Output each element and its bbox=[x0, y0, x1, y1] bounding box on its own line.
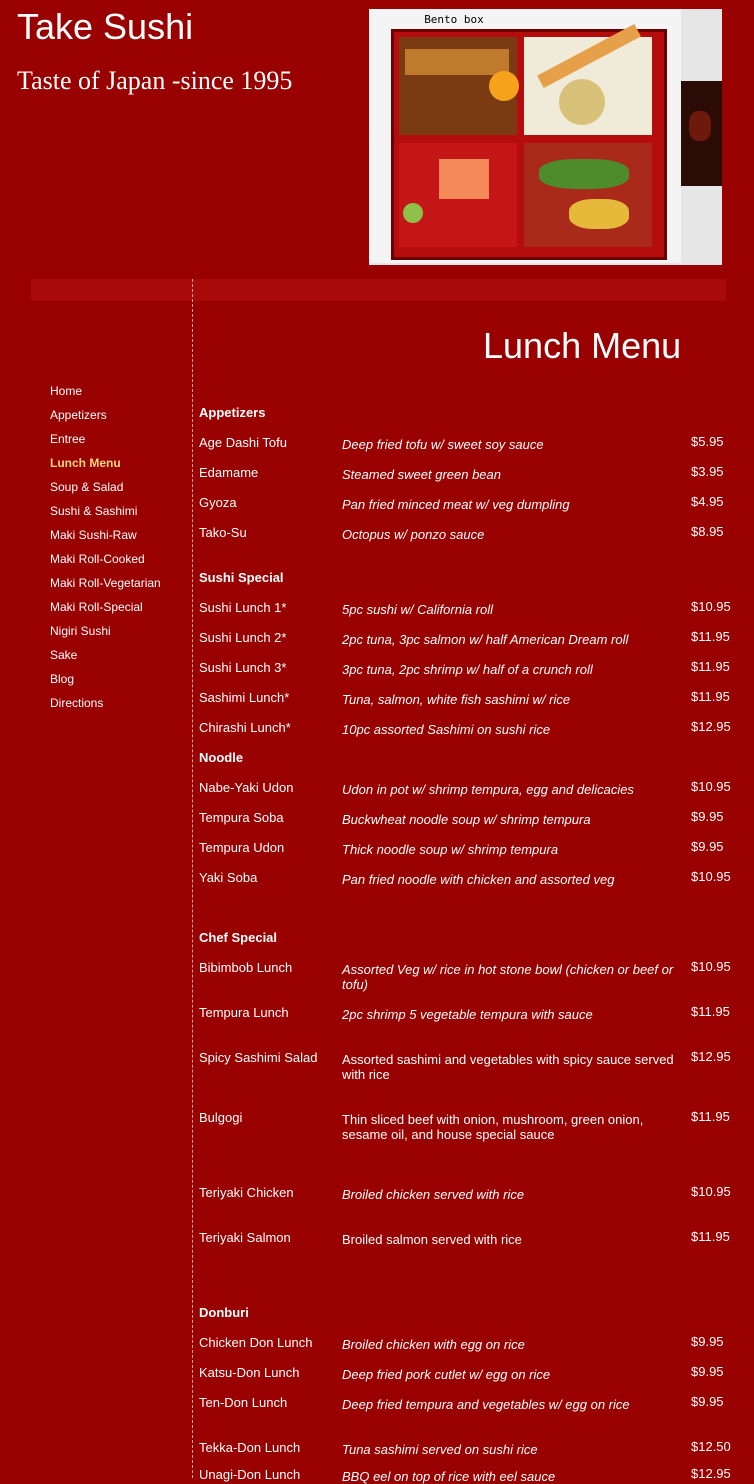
sidebar-item-lunch-menu[interactable]: Lunch Menu bbox=[50, 456, 121, 470]
menu-item-name: Sushi Lunch 1* bbox=[199, 600, 287, 615]
menu-item-price: $9.95 bbox=[691, 1334, 724, 1349]
menu-item-price: $3.95 bbox=[691, 464, 724, 479]
menu-item-description: BBQ eel on top of rice with eel sauce bbox=[342, 1469, 556, 1484]
sidebar-item-entree[interactable]: Entree bbox=[50, 432, 86, 446]
banner-slideshow bbox=[369, 9, 722, 265]
menu-item-description: Udon in pot w/ shrimp tempura, egg and delicacies bbox=[342, 782, 634, 797]
menu-item-price: $11.95 bbox=[691, 1229, 730, 1244]
menu-item-price: $10.95 bbox=[691, 869, 731, 884]
side-photo bbox=[681, 81, 722, 186]
section-heading: Sushi Special bbox=[199, 570, 284, 585]
menu-item-description: Pan fried noodle with chicken and assorted veg bbox=[342, 872, 615, 887]
sidebar-item-blog[interactable]: Blog bbox=[50, 672, 75, 686]
menu-item-description: Thick noodle soup w/ shrimp tempura bbox=[342, 842, 559, 857]
menu-item-description: Broiled chicken served with rice bbox=[342, 1187, 525, 1202]
menu-item-description: Thin sliced beef with onion, mushroom, green onion, sesame oil, and house special sauce bbox=[342, 1112, 644, 1142]
menu-item-name: Age Dashi Tofu bbox=[199, 435, 287, 450]
menu-item-name: Katsu-Don Lunch bbox=[199, 1365, 300, 1380]
menu-item-name: Sushi Lunch 2* bbox=[199, 630, 287, 645]
menu-item-description: Octopus w/ ponzo sauce bbox=[342, 527, 485, 542]
menu-item-description: Deep fried pork cutlet w/ egg on rice bbox=[342, 1367, 551, 1382]
menu-item-name: Tempura Udon bbox=[199, 840, 285, 855]
site-tagline: Taste of Japan -since 1995 bbox=[17, 66, 293, 95]
menu-item-price: $11.95 bbox=[691, 629, 730, 644]
menu-item-name: Nabe-Yaki Udon bbox=[199, 780, 294, 795]
section-heading: Donburi bbox=[199, 1305, 249, 1320]
menu-item-name: Tempura Lunch bbox=[199, 1005, 289, 1020]
menu-item-name: Spicy Sashimi Salad bbox=[199, 1050, 318, 1065]
menu-item-name: Tekka-Don Lunch bbox=[199, 1440, 301, 1455]
sidebar-item-maki-roll-cooked[interactable]: Maki Roll-Cooked bbox=[50, 552, 145, 566]
menu-item-name: Tempura Soba bbox=[199, 810, 284, 825]
bento-box-photo bbox=[369, 9, 681, 263]
menu-item-price: $4.95 bbox=[691, 494, 724, 509]
menu-item-description: Deep fried tofu w/ sweet soy sauce bbox=[342, 437, 544, 452]
menu-item-description: 5pc sushi w/ California roll bbox=[342, 602, 494, 617]
menu-item-price: $11.95 bbox=[691, 1004, 730, 1019]
menu-item-price: $12.95 bbox=[691, 719, 731, 734]
menu-item-name: Chicken Don Lunch bbox=[199, 1335, 313, 1350]
menu-item-description: Tuna, salmon, white fish sashimi w/ rice bbox=[342, 692, 571, 707]
menu-item-name: Chirashi Lunch* bbox=[199, 720, 291, 735]
sidebar-item-maki-roll-vegetarian[interactable]: Maki Roll-Vegetarian bbox=[50, 576, 161, 590]
menu-item-price: $10.95 bbox=[691, 599, 731, 614]
menu-item-name: Sashimi Lunch* bbox=[199, 690, 290, 705]
menu-item-price: $10.95 bbox=[691, 959, 731, 974]
menu-item-name: Bibimbob Lunch bbox=[199, 960, 293, 975]
menu-item-description: 3pc tuna, 2pc shrimp w/ half of a crunch roll bbox=[342, 662, 593, 677]
menu-item-name: Edamame bbox=[199, 465, 259, 480]
page-title: Lunch Menu bbox=[483, 325, 682, 366]
menu-item-description: Deep fried tempura and vegetables w/ egg on rice bbox=[342, 1397, 630, 1412]
menu-item-price: $8.95 bbox=[691, 524, 724, 539]
sidebar-item-nigiri-sushi[interactable]: Nigiri Sushi bbox=[50, 624, 111, 638]
menu-item-price: $9.95 bbox=[691, 1394, 724, 1409]
menu-item-price: $5.95 bbox=[691, 434, 724, 449]
menu-item-description: 10pc assorted Sashimi on sushi rice bbox=[342, 722, 551, 737]
menu-item-price: $11.95 bbox=[691, 1109, 730, 1124]
menu-item-price: $12.50 bbox=[691, 1439, 731, 1454]
menu-item-price: $11.95 bbox=[691, 659, 730, 674]
menu-item-price: $11.95 bbox=[691, 689, 730, 704]
menu-item-price: $12.95 bbox=[691, 1049, 731, 1064]
sidebar-nav bbox=[50, 384, 161, 720]
section-heading: Chef Special bbox=[199, 930, 278, 945]
menu-item-price: $9.95 bbox=[691, 1364, 724, 1379]
menu-item-name: Sushi Lunch 3* bbox=[199, 660, 287, 675]
menu-item-description: Assorted Veg w/ rice in hot stone bowl (chicken or beef or tofu) bbox=[342, 962, 674, 992]
sidebar-item-home[interactable]: Home bbox=[50, 384, 83, 398]
menu-item-name: Ten-Don Lunch bbox=[199, 1395, 288, 1410]
sidebar-item-appetizers[interactable]: Appetizers bbox=[50, 408, 107, 422]
sidebar-item-sushi-sashimi[interactable]: Sushi & Sashimi bbox=[50, 504, 138, 518]
menu-item-name: Teriyaki Salmon bbox=[199, 1230, 291, 1245]
header-divider bbox=[31, 279, 726, 301]
section-heading: Appetizers bbox=[199, 405, 266, 420]
menu-item-name: Yaki Soba bbox=[199, 870, 258, 885]
menu-item-description: Broiled chicken with egg on rice bbox=[342, 1337, 525, 1352]
photo-caption: Bento box bbox=[424, 13, 484, 26]
sidebar-item-soup-salad[interactable]: Soup & Salad bbox=[50, 480, 124, 494]
menu-item-description: Pan fried minced meat w/ veg dumpling bbox=[342, 497, 570, 512]
menu-item-description: Buckwheat noodle soup w/ shrimp tempura bbox=[342, 812, 591, 827]
menu-item-price: $9.95 bbox=[691, 839, 724, 854]
sidebar-item-sake[interactable]: Sake bbox=[50, 648, 78, 662]
site-title: Take Sushi bbox=[17, 6, 194, 47]
menu-item-description: Broiled salmon served with rice bbox=[342, 1232, 522, 1247]
menu-item-name: Bulgogi bbox=[199, 1110, 243, 1125]
menu-item-price: $10.95 bbox=[691, 779, 731, 794]
section-heading: Noodle bbox=[199, 750, 244, 765]
menu-item-name: Tako-Su bbox=[199, 525, 247, 540]
menu-item-description: 2pc shrimp 5 vegetable tempura with sauce bbox=[342, 1007, 593, 1022]
sidebar-item-directions[interactable]: Directions bbox=[50, 696, 104, 710]
menu-item-name: Teriyaki Chicken bbox=[199, 1185, 294, 1200]
menu-item-name: Gyoza bbox=[199, 495, 237, 510]
sidebar-item-maki-roll-special[interactable]: Maki Roll-Special bbox=[50, 600, 143, 614]
menu-item-price: $10.95 bbox=[691, 1184, 731, 1199]
column-divider bbox=[192, 279, 193, 1478]
menu-item-name: Unagi-Don Lunch bbox=[199, 1467, 301, 1482]
menu-item-description: Assorted sashimi and vegetables with spicy sauce served with rice bbox=[342, 1052, 674, 1082]
menu-item-description: Steamed sweet green bean bbox=[342, 467, 501, 482]
menu-item-description: Tuna sashimi served on sushi rice bbox=[342, 1442, 538, 1457]
menu-item-price: $12.95 bbox=[691, 1466, 731, 1481]
menu-item-description: 2pc tuna, 3pc salmon w/ half American Dream roll bbox=[342, 632, 629, 647]
sidebar-item-maki-sushi-raw[interactable]: Maki Sushi-Raw bbox=[50, 528, 137, 542]
menu-item-price: $9.95 bbox=[691, 809, 724, 824]
